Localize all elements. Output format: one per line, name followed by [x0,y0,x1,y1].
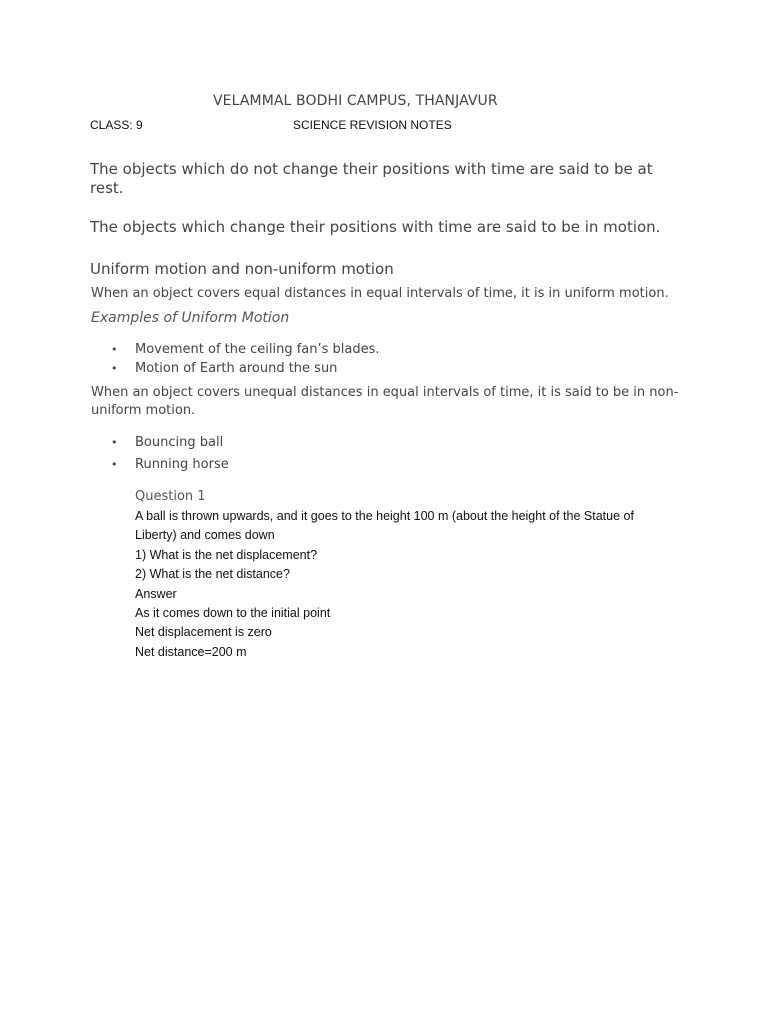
question-part-1: 1) What is the net displacement? [135,547,318,562]
examples-heading: Examples of Uniform Motion [91,310,290,326]
answer-label: Answer [135,586,177,601]
non-uniform-examples-list [111,432,229,476]
class-label: CLASS: 9 [90,118,143,132]
bullet-icon: • [111,458,118,471]
list-item-text: Running horse [135,457,229,472]
answer-line: As it comes down to the initial point [135,606,331,621]
list-item [111,432,229,454]
uniform-examples-list [111,340,380,378]
list-item [111,454,229,476]
list-item [111,340,380,359]
list-item [111,359,380,378]
bullet-icon: • [111,362,118,375]
document-title: VELAMMAL BODHI CAMPUS, THANJAVUR [213,93,498,109]
question-title: Question 1 [135,489,206,504]
uniform-motion-definition: When an object covers equal distances in equal intervals of time, it is in uniform motion. [91,286,669,301]
list-item-text: Bouncing ball [135,435,224,450]
notes-label: SCIENCE REVISION NOTES [293,118,452,132]
bullet-icon: • [111,343,118,356]
bullet-icon: • [111,436,118,449]
list-item-text: Movement of the ceiling fan’s blades. [135,342,380,357]
list-item-text: Motion of Earth around the sun [135,361,338,376]
question-body [135,507,665,662]
question-text: A ball is thrown upwards, and it goes to the height 100 m (about the height of the Statue of Liberty) and comes down [135,509,634,543]
answer-line: Net distance=200 m [135,644,247,659]
section-heading: Uniform motion and non-uniform motion [90,260,394,278]
question-part-2: 2) What is the net distance? [135,567,290,582]
non-uniform-motion-definition: When an object covers unequal distances in equal intervals of time, it is said to be in non-uniform motion. [91,385,679,418]
answer-line: Net displacement is zero [135,625,272,640]
motion-definition: The objects which change their positions with time are said to be in motion. [90,218,661,236]
rest-definition: The objects which do not change their positions with time are said to be at rest. [90,160,653,197]
